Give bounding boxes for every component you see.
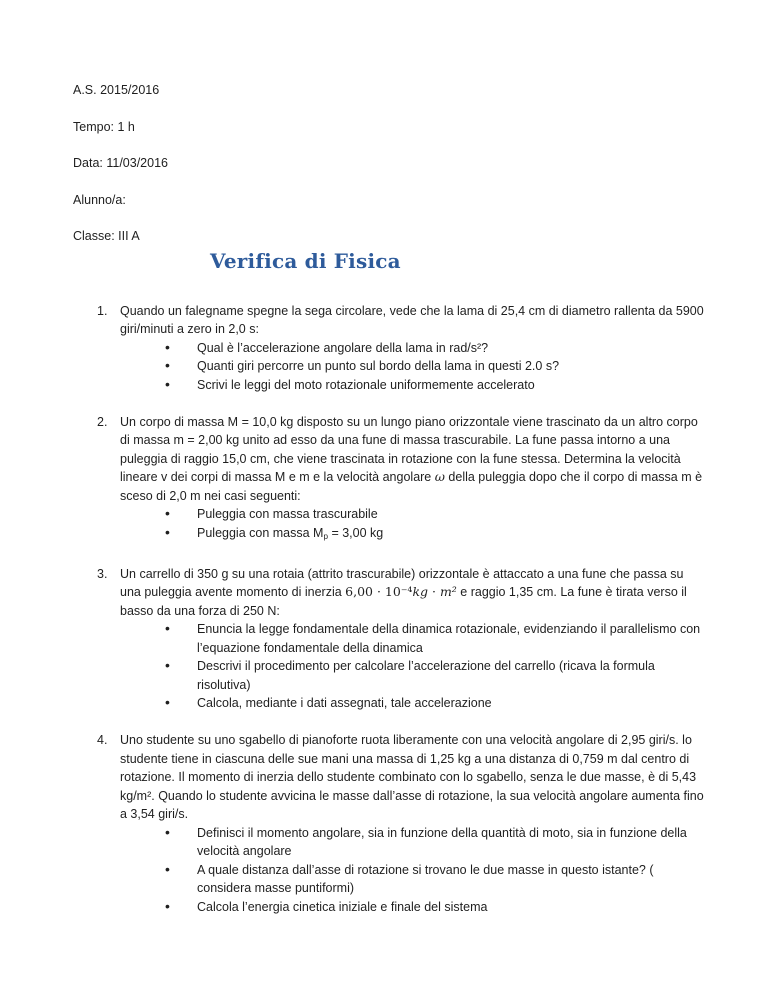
problem-number: 3. [97, 566, 108, 581]
problem-text [120, 413, 706, 506]
bullet-item [165, 898, 706, 917]
header-line-school-year: A.S. 2015/2016 [73, 83, 160, 97]
text-segment: Quando un falegname spegne la sega circolare, vede che la lama di 25,4 cm di diametro rallenta da 5900 giri/minuti a zero in 2,0 s: [120, 303, 704, 336]
text-segment: Calcola l’energia cinetica iniziale e finale del sistema [197, 899, 488, 914]
text-segment: m² [439, 584, 457, 600]
text-segment: kg [412, 584, 429, 600]
text-segment: ω [434, 469, 445, 484]
text-segment: Descrivi il procedimento per calcolare l’accelerazione del carrello (ricava la formula risolutiva) [197, 659, 655, 692]
problem-body [120, 731, 706, 916]
problem-item [97, 565, 706, 713]
text-segment: Puleggia con massa M [197, 525, 324, 540]
text-segment: Qual è l’accelerazione angolare della lama in rad/s²? [197, 340, 489, 355]
text-segment: p [323, 531, 328, 541]
bullet-item [165, 524, 706, 547]
page-title: Verifica di Fisica [210, 248, 401, 273]
problem-text [120, 565, 706, 621]
problem-body [120, 565, 706, 713]
problem-item [97, 302, 706, 395]
problem-text [120, 731, 706, 824]
text-segment: Enuncia la legge fondamentale della dinamica rotazionale, evidenziando il parallelismo con l’equazione fondamentale della dinamica [197, 622, 701, 655]
text-segment: Un corpo di massa M = 10,0 kg disposto su un lungo piano orizzontale viene trascinato da un altro corpo di massa m = 2,00 kg unito ad esso da una fune di massa trascurabile. La fune passa intorno a una puleggia di raggio 15,0 cm, che viene trascinata in rotazione con la fune stessa. Determina la velocità lineare v dei corpi di massa M e m e la velocità angolare [120, 414, 698, 484]
text-segment: Definisci il momento angolare, sia in funzione della quantità di moto, sia in funzione della velocità angolare [197, 825, 687, 859]
text-segment: = 3,00 kg [327, 525, 384, 540]
text-segment: Calcola, mediante i dati assegnati, tale accelerazione [197, 696, 492, 711]
text-segment: della puleggia dopo che il corpo di massa m è sceso di 2,0 m nei casi seguenti: [120, 470, 703, 503]
problem-bullets [165, 824, 706, 917]
text-segment: Quanti giri percorre un punto sul bordo della lama in questi 2.0 s? [197, 359, 560, 373]
text-segment: Un carrello di 350 g su una rotaia (attrito trascurabile) orizzontale è attaccato a una fune che passa su una puleggia avente momento di inerzia [120, 566, 684, 600]
bullet-item [165, 824, 706, 861]
problem-number: 1. [97, 303, 108, 318]
text-segment: Puleggia con massa trascurabile [197, 507, 378, 521]
problem-item [97, 413, 706, 547]
text-segment: Scrivi le leggi del moto rotazionale uniformemente accelerato [197, 377, 535, 392]
bullet-item [165, 357, 706, 376]
problem-item [97, 731, 706, 916]
problem-number: 2. [97, 414, 108, 429]
bullet-item [165, 694, 706, 713]
bullet-item [165, 657, 706, 694]
problem-body [120, 413, 706, 547]
text-segment: e raggio 1,35 cm. La fune è tirata verso il basso da una forza di 250 N: [120, 585, 687, 618]
bullet-item [165, 376, 706, 395]
problem-body [120, 302, 706, 395]
problem-bullets [165, 505, 706, 546]
bullet-item [165, 620, 706, 657]
text-segment: · [428, 584, 440, 600]
document-header [73, 83, 706, 245]
text-segment: Uno studente su uno sgabello di pianoforte ruota liberamente con una velocità angolare di 2,95 giri/s. lo studente tiene in ciascuna delle sue mani una massa di 1,25 kg a una distanza di 0,759 m dal centro di rotazione. Il momento di inerzia dello studente combinato con lo sgabello, senza le due masse, è di 5,43 kg/m². Quando lo studente avvicina le masse dall’asse di rotazione, la sua velocità angolare aumenta fino a 3,54 giri/s. [120, 733, 704, 822]
bullet-item [165, 505, 706, 524]
problem-bullets [165, 339, 706, 395]
header-line-time: Tempo: 1 h [73, 119, 135, 134]
header-line-class: Classe: III A [73, 229, 140, 243]
text-segment: A quale distanza dall’asse di rotazione si trovano le due masse in questo istante? ( considera masse puntiformi) [197, 862, 654, 896]
problem-list [73, 302, 706, 917]
header-line-date: Data: 11/03/2016 [73, 156, 168, 170]
problem-text [120, 302, 706, 339]
text-segment: 6,00 · 10⁻⁴ [345, 584, 413, 600]
bullet-item [165, 861, 706, 898]
problem-bullets [165, 620, 706, 713]
problem-number: 4. [97, 733, 108, 748]
bullet-item [165, 339, 706, 358]
header-line-student: Alunno/a: [73, 192, 126, 207]
